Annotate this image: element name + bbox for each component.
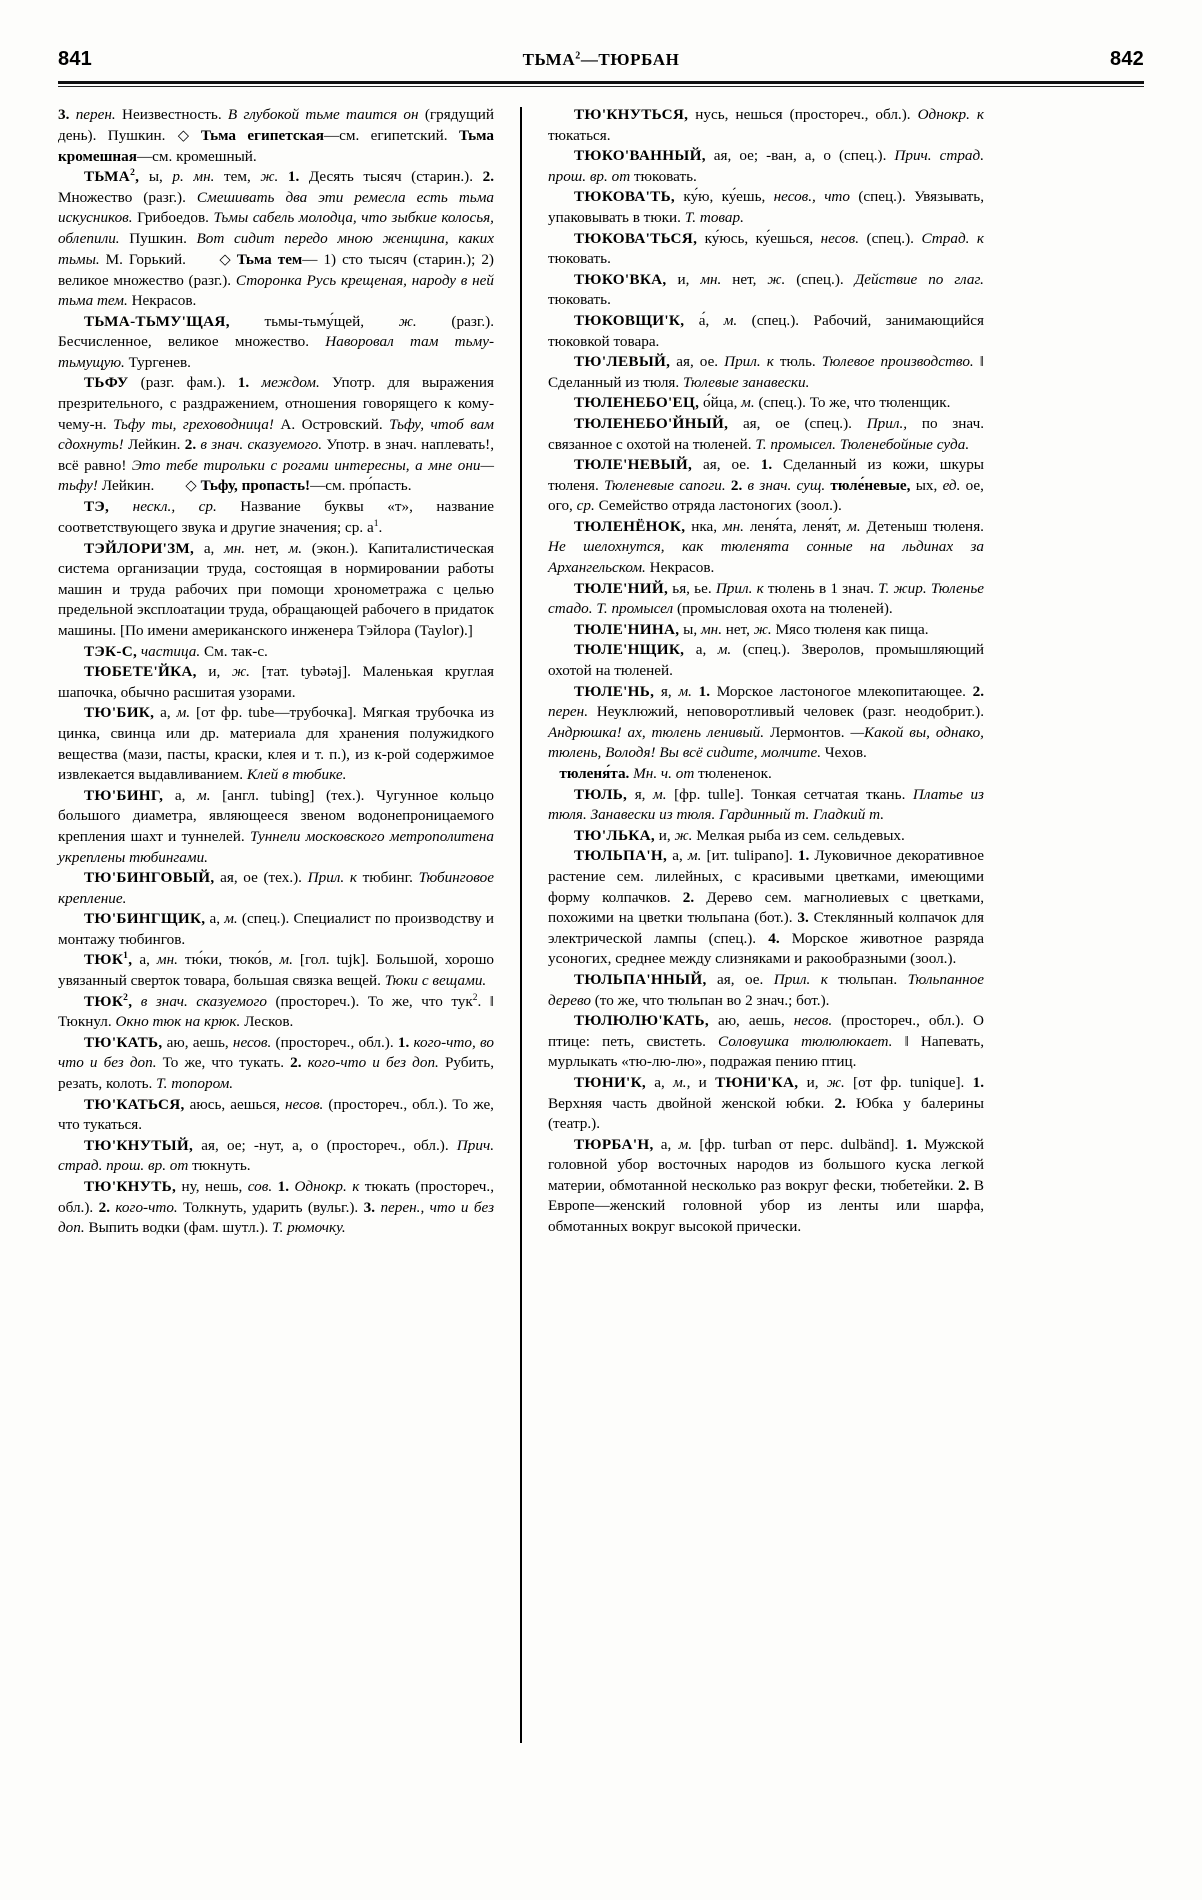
columns-container: [58, 105, 1144, 1743]
dictionary-entry: ТЮЛЕНЕБО'ЕЦ, о́йца, м. (спец.). То же, что тюленщик.: [574, 394, 951, 412]
dictionary-entry: ТЮЛЕНЕБО'ЙНЫЙ, ая, ое (спец.). Прил., по знач. связанное с охотой на тюленей. Т. промысел. Тюленебойные суда.: [548, 414, 984, 453]
dictionary-entry: ТЮ'КНУТЫЙ, ая, ое; -нут, а, о (простореч., обл.). Прич. страд. прош. вр. от тюкнуть.: [58, 1136, 494, 1175]
folio-left: 841: [58, 48, 92, 70]
dictionary-entry: ТЮ'БИНГОВЫЙ, ая, ое (тех.). Прил. к тюбинг. Тюбинговое крепление.: [58, 869, 495, 907]
dictionary-entry: тюленя́та. Мн. ч. от тюлененок.: [559, 765, 772, 782]
page-content: [58, 48, 1144, 1743]
dictionary-entry: ТЮКОВА'ТЬСЯ, ку́юсь, ку́ешься, несов. (спец.). Страд. к тюковать.: [548, 229, 984, 268]
dictionary-entry: ТЬМА-ТЬМУ'ЩАЯ, тьмы-тьму́щей, ж. (разг.). Бесчисленное, великое множество. Наворовал там тьму-тьмущую. Тургенев.: [58, 312, 494, 371]
dictionary-entry: ТЮНИ'К, а, м., и ТЮНИ'КА, и, ж. [от фр. tunique]. 1. Верхняя часть двойной женской юбки. 2. Юбка у балерины (театр.).: [548, 1073, 984, 1133]
running-head-word: ТЬМА: [522, 50, 576, 69]
dictionary-entry: ТЮ'ЛЕВЫЙ, ая, ое. Прил. к тюль. Тюлевое производство. ‖ Сделанный из тюля. Тюлевые занавески.: [548, 353, 984, 391]
running-head-bar: [58, 48, 1144, 74]
dictionary-entry: ТЮКОВА'ТЬ, ку́ю, ку́ешь, несов., что (спец.). Увязывать, упаковывать в тюки. Т. товар.: [548, 188, 984, 226]
dictionary-entry: ТЭК-С, частица. См. так-с.: [84, 642, 268, 660]
dictionary-entry: ТЮЛЬ, я, м. [фр. tulle]. Тонкая сетчатая ткань. Платье из тюля. Занавески из тюля. Гардинный т. Гладкий т.: [548, 785, 984, 824]
dictionary-entry: ТЮЛЕ'НЩИК, а, м. (спец.). Зверолов, промышляющий охотой на тюленей.: [548, 641, 984, 680]
dictionary-entry: ТЮ'КАТЬ, аю, аешь, несов. (простореч., обл.). 1. кого-что, во что и без доп. То же, что тукать. 2. кого-что и без доп. Рубить, резать, колоть. Т. топором.: [58, 1033, 495, 1093]
dictionary-entry: ТЮ'КАТЬСЯ, аюсь, аешься, несов. (простореч., обл.). То же, что тукаться.: [58, 1095, 494, 1134]
running-head-tail: —ТЮРБАН: [580, 50, 680, 69]
dictionary-entry: ТЮЛЕНЁНОК, нка, мн. леня́та, леня́т, м. Детеныш тюленя. Не шелохнутся, как тюленята сонные на льдинах за Архангельском. Некрасов.: [548, 517, 984, 577]
folio-right: 842: [1110, 48, 1144, 70]
dictionary-entry: ТЮ'БИНГЩИК, а, м. (спец.). Специалист по производству и монтажу тюбингов.: [58, 910, 494, 948]
dictionary-entry: ТЮК$^2$, в знач. сказуемого (простореч.). То же, что тук$^2$. ‖ Тюкнул. Окно тюк на крюк. Лесков.: [58, 992, 495, 1031]
dictionary-entry: ТЮК$^1$, а, мн. тю́ки, тюко́в, м. [гол. tujk]. Большой, хорошо увязанный сверток товара, большая связка вещей. Тюки с вещами.: [58, 951, 494, 990]
dictionary-entry: ТЮКО'ВКА, и, мн. нет, ж. (спец.). Действие по глаг. тюковать.: [548, 270, 984, 309]
column-right: [522, 105, 984, 1743]
dictionary-entry: ТЮРБА'Н, а, м. [фр. turban от перс. dulbänd]. 1. Мужской головной убор восточных народов из большого куска легкой материи, обмотанной несколько раз вокруг фески, тюбетейки. 2. В Европе—женский головной убор из ленты или шарфа, обмотанных вокруг высокой прически.: [548, 1135, 984, 1236]
dictionary-entry: ТЭЙЛОРИ'ЗМ, а, мн. нет, м. (экон.). Капиталистическая система организации труда, состоящая в нормировании работы машин и труда рабочих при помощи хронометража с целью предельной эксплоатации труда, обращающей рабочего в придаток машины. [По имени американского инженера Тэйлора (Taylor).]: [58, 539, 494, 639]
dictionary-entry: ТЬФУ (разг. фам.). 1. междом. Употр. для выражения презрительного, с раздражением, отношения говорящего к кому-чему-н. Тьфу ты, греховодница! А. Островский. Тьфу, чтоб вам сдохнуть! Лейкин. 2. в знач. сказуемого. Употр. в знач. наплевать!, всё равно! Это тебе тирольки с рогами интересны, а мне они—тьфу! Лейкин. ◇ Тьфу, пропасть!—см. про́пасть.: [58, 374, 495, 495]
dictionary-entry: 3. перен. Неизвестность. В глубокой тьме таится он (грядущий день). Пушкин. ◇ Тьма египетская—см. египетский. Тьма кромешная—см. кромешный.: [58, 106, 494, 165]
dictionary-entry: ТЬМА$^2$, ы, р. мн. тем, ж. 1. Десять тысяч (старин.). 2. Множество (разг.). Смешивать два эти ремесла есть тьма искусников. Грибоедов. Тьмы сабель молодца, что зыбкие колосья, облепили. Пушкин. Вот сидит передо мною женщина, каких тьмы. М. Горький. ◇ Тьма тем— 1) сто тысяч (старин.); 2) великое множество (разг.). Сторонка Русь крещеная, народу в ней тьма тем. Некрасов.: [58, 168, 494, 310]
dictionary-entry: ТЮКОВЩИ'К, а́, м. (спец.). Рабочий, занимающийся тюковкой товара.: [548, 311, 984, 350]
dictionary-entry: ТЮ'КНУТЬСЯ, нусь, нешься (простореч., обл.). Однокр. к тюкаться.: [548, 106, 984, 144]
dictionary-entry: ТЮЛЮЛЮ'КАТЬ, аю, аешь, несов. (простореч., обл.). О птице: петь, свистеть. Соловушка тюлюлюкает. ‖ Напевать, мурлыкать «тю-лю-лю», подражая пению птиц.: [548, 1012, 984, 1071]
dictionary-entry: ТЮЛЕ'НИЙ, ья, ье. Прил. к тюлень в 1 знач. Т. жир. Тюленье стадо. Т. промысел (промысловая охота на тюленей).: [548, 579, 984, 618]
dictionary-entry: ТЮБЕТЕ'ЙКА, и, ж. [тат. tybətəj]. Маленькая круглая шапочка, обычно расшитая узорами.: [58, 663, 494, 701]
dictionary-entry: ТЮЛЬПА'Н, а, м. [ит. tulipano]. 1. Луковичное декоративное растение сем. лилейных, с красивыми цветками, имеющими форму колпачков. 2. Дерево сем. магнолиевых с цветками, похожими на цветки тюльпана (бот.). 3. Стеклянный колпачок для электрической лампы (спец.). 4. Морское животное разряда усоногих, среднее между слизняками и ракообразными (зоол.).: [548, 847, 984, 968]
dictionary-entry: ТЮКО'ВАННЫЙ, ая, ое; -ван, а, о (спец.). Прич. страд. прош. вр. от тюковать.: [548, 147, 984, 185]
dictionary-entry: ТЮЛЕ'НИНА, ы, мн. нет, ж. Мясо тюленя как пища.: [574, 620, 929, 638]
running-head-superscript: 2: [575, 50, 581, 62]
dictionary-entry: ТЮ'БИК, а, м. [от фр. tube—трубочка]. Мягкая трубочка из цинка, свинца или др. материала для хранения полужидкого вещества (мази, пасты, краски, клея и т. п.), из к-рой содержимое извлекается выдавливанием. Клей в тюбике.: [58, 704, 494, 784]
dictionary-entry: ТЮЛЬПА'ННЫЙ, ая, ое. Прил. к тюльпан. Тюльпанное дерево (то же, что тюльпан во 2 знач.; бот.).: [548, 970, 985, 1009]
running-head: [523, 50, 680, 70]
dictionary-entry: ТЮЛЕ'НЬ, я, м. 1. Морское ластоногое млекопитающее. 2. перен. Неуклюжий, неповоротливый человек (разг. неодобрит.). Андрюшка! ах, тюлень ленивый. Лермонтов. —Какой вы, однако, тюлень, Володя! Вы всё сидите, молчите. Чехов.: [548, 682, 984, 762]
header-rule-thin: [58, 86, 1144, 87]
column-left: [58, 105, 520, 1743]
dictionary-entry: ТЮ'КНУТЬ, ну, нешь, сов. 1. Однокр. к тюкать (простореч., обл.). 2. кого-что. Толкнуть, ударить (вульг.). 3. перен., что и без доп. Выпить водки (фам. шутл.). Т. рюмочку.: [58, 1178, 494, 1237]
dictionary-entry: ТЮЛЕ'НЕВЫЙ, ая, ое. 1. Сделанный из кожи, шкуры тюленя. Тюленевые сапоги. 2. в знач. сущ. тюле́невые, ых, ед. ое, ого, ср. Семейство отряда ластоногих (зоол.).: [548, 456, 984, 515]
dictionary-entry: ТЮ'ЛЬКА, и, ж. Мелкая рыба из сем. сельдевых.: [574, 826, 905, 844]
header-rule: [58, 81, 1144, 87]
dictionary-entry: ТЮ'БИНГ, а, м. [англ. tubing] (тех.). Чугунное кольцо большого диаметра, являющееся звеном водонепроницаемого крепления шахт и туннелей. Туннели московского метрополитена укреплены тюбингами.: [58, 786, 494, 866]
dictionary-entry: ТЭ, нескл., ср. Название буквы «т», название соответствующего звука и другие значения; ср. $а^1$.: [58, 498, 494, 536]
